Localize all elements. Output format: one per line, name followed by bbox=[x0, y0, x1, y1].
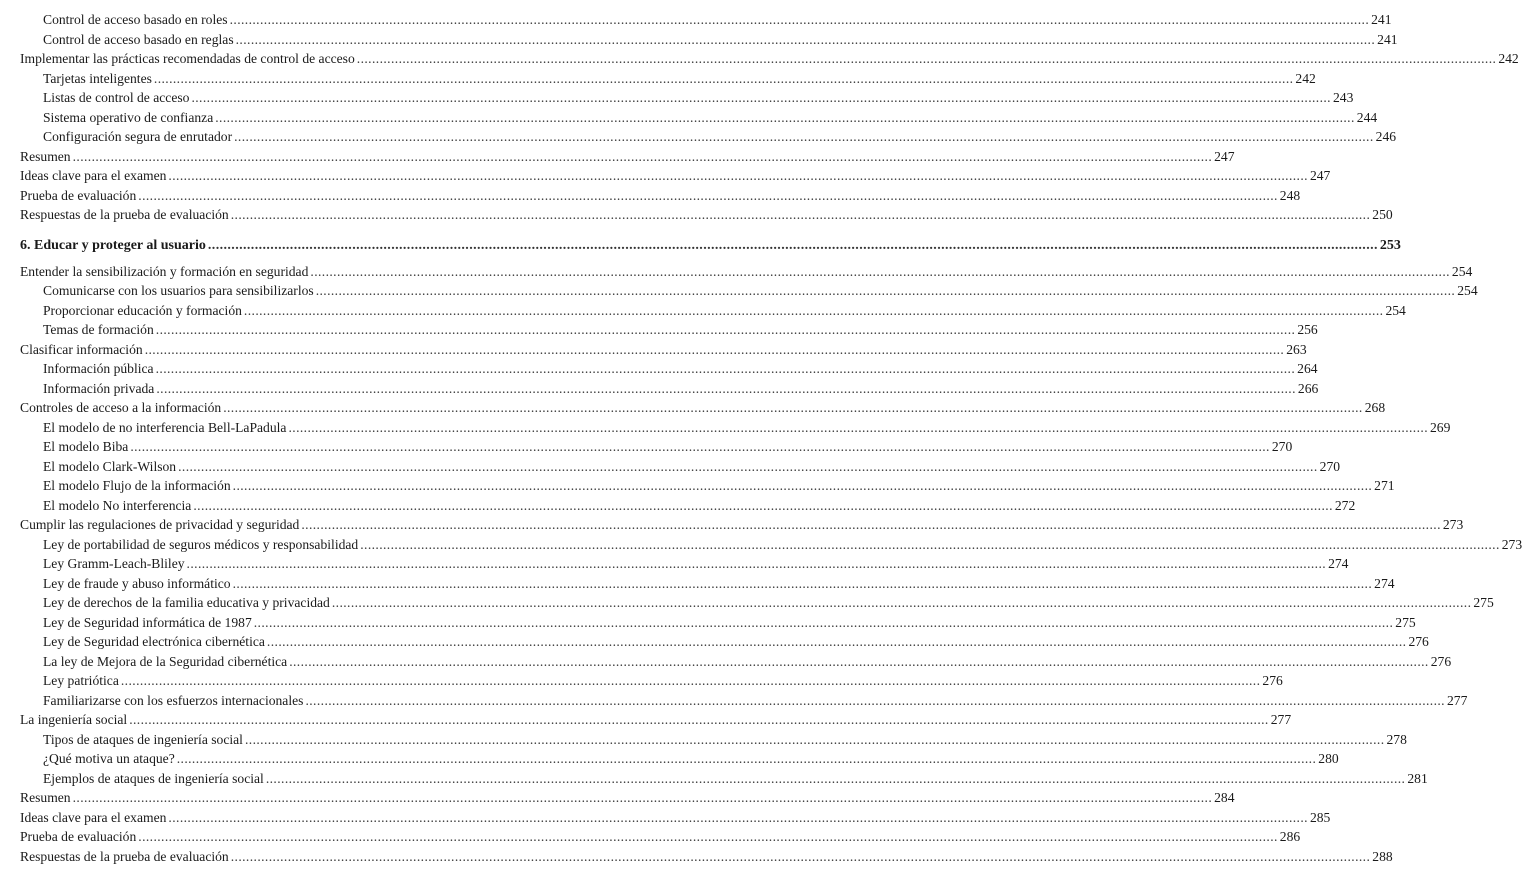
toc-entry-page: 246 bbox=[1375, 129, 1397, 144]
toc-entry-title: Ley Gramm-Leach-Bliley bbox=[43, 556, 185, 571]
dot-leader: ............................................................................................................................................................................................................................................................................................................ bbox=[289, 653, 1429, 669]
toc-entry-line bbox=[43, 476, 1395, 496]
toc-entry bbox=[0, 710, 1292, 730]
toc-entry bbox=[0, 808, 1331, 828]
toc-entry-title: Ideas clave para el examen bbox=[20, 809, 167, 825]
dot-leader: ............................................................................................................................................................................................................................................................................................................ bbox=[215, 109, 1355, 125]
toc-entry-title: La ley de Mejora de la Seguridad cibernética bbox=[43, 653, 288, 669]
dot-leader: ............................................................................................................................................................................................................................................................................................................ bbox=[266, 634, 1407, 649]
dot-leader: ............................................................................................................................................................................................................................................................................................................ bbox=[310, 263, 1450, 279]
toc-entry-line bbox=[20, 236, 1401, 256]
toc-entry bbox=[0, 418, 1451, 438]
toc-entry-page: 285 bbox=[1309, 809, 1331, 825]
toc-entry-title: Prueba de evaluación bbox=[20, 829, 137, 844]
dot-leader: ............................................................................................................................................................................................................................................................................................................ bbox=[253, 614, 1394, 630]
toc-entry-title: Ideas clave para el examen bbox=[20, 168, 167, 183]
toc-entry-page: 244 bbox=[1356, 109, 1378, 125]
dot-leader: ............................................................................................................................................................................................................................................................................................................ bbox=[305, 692, 1445, 708]
dot-leader: ............................................................................................................................................................................................................................................................................................................ bbox=[193, 497, 1333, 513]
dot-leader: ............................................................................................................................................................................................................................................................................................................ bbox=[120, 673, 1261, 688]
toc-entry bbox=[0, 749, 1339, 769]
dot-leader: ............................................................................................................................................................................................................................................................................................................ bbox=[72, 148, 1213, 164]
toc-entry-title: Proporcionar educación y formación bbox=[43, 302, 242, 318]
toc-entry-page: 269 bbox=[1430, 419, 1451, 435]
dot-leader: ............................................................................................................................................................................................................................................................................................................ bbox=[168, 168, 1308, 183]
toc-entry-page: 276 bbox=[1262, 673, 1283, 688]
toc-entry-line bbox=[43, 359, 1318, 379]
toc-entry-title: Comunicarse con los usuarios para sensibilizarlos bbox=[43, 283, 314, 298]
toc-entry-page: 268 bbox=[1364, 400, 1386, 415]
toc-entry-line bbox=[43, 281, 1478, 301]
dot-leader: ............................................................................................................................................................................................................................................................................................................ bbox=[235, 31, 1376, 47]
toc-entry bbox=[0, 320, 1318, 340]
toc-entry-page: 264 bbox=[1297, 361, 1318, 376]
toc-entry-line bbox=[20, 827, 1301, 847]
toc-entry-title: Control de acceso basado en reglas bbox=[43, 31, 234, 47]
toc-entry-line bbox=[43, 301, 1406, 321]
dot-leader: ............................................................................................................................................................................................................................................................................................................ bbox=[230, 207, 1371, 222]
toc-entry bbox=[0, 379, 1319, 399]
toc-entry-title: Temas de formación bbox=[43, 322, 154, 337]
toc-entry-page: 274 bbox=[1328, 556, 1349, 571]
toc-entry-page: 243 bbox=[1332, 90, 1354, 105]
dot-leader: ............................................................................................................................................................................................................................................................................................................ bbox=[176, 751, 1317, 766]
toc-entry-line bbox=[20, 515, 1464, 535]
toc-entry bbox=[0, 186, 1301, 206]
toc-entry-line bbox=[43, 593, 1494, 613]
toc-entry-title: Ley de derechos de la familia educativa y privacidad bbox=[43, 595, 330, 610]
toc-entry-page: 254 bbox=[1457, 283, 1478, 298]
toc-entry-title: Controles de acceso a la información bbox=[20, 400, 222, 415]
dot-leader: ............................................................................................................................................................................................................................................................................................................ bbox=[156, 380, 1296, 396]
toc-entry-page: 275 bbox=[1395, 614, 1416, 630]
toc-entry-title: Familiarizarse con los esfuerzos internacionales bbox=[43, 692, 304, 708]
toc-entry-page: 254 bbox=[1451, 263, 1473, 279]
toc-entry-title: El modelo Flujo de la información bbox=[43, 478, 231, 493]
toc-entry-line bbox=[43, 535, 1522, 555]
toc-entry-line bbox=[43, 554, 1349, 574]
toc-entry-line bbox=[20, 710, 1292, 730]
dot-leader: ............................................................................................................................................................................................................................................................................................................ bbox=[178, 458, 1318, 474]
dot-leader: ............................................................................................................................................................................................................................................................................................................ bbox=[315, 283, 1456, 298]
toc-entry-page: 280 bbox=[1318, 751, 1339, 766]
toc-entry bbox=[0, 613, 1416, 633]
toc-entry bbox=[0, 788, 1235, 808]
toc-entry-line bbox=[43, 671, 1283, 691]
toc-entry-title: Configuración segura de enrutador bbox=[43, 129, 233, 144]
toc-entry bbox=[0, 49, 1519, 69]
toc-entry-page: 275 bbox=[1473, 595, 1494, 610]
toc-entry-page: 276 bbox=[1408, 634, 1429, 649]
toc-entry-page: 284 bbox=[1214, 790, 1235, 805]
toc-entry bbox=[0, 457, 1341, 477]
toc-entry-title: El modelo No interferencia bbox=[43, 497, 192, 513]
toc-entry-line bbox=[20, 847, 1393, 867]
toc-entry-line bbox=[43, 379, 1319, 399]
toc-entry-title: Información pública bbox=[43, 361, 154, 376]
toc-entry-line bbox=[43, 632, 1429, 652]
toc-entry-title: Ley de fraude y abuso informático bbox=[43, 575, 231, 591]
toc-entry-title: Respuestas de la prueba de evaluación bbox=[20, 848, 229, 864]
toc-entry-page: 277 bbox=[1270, 712, 1292, 727]
toc-entry bbox=[0, 10, 1392, 30]
toc-entry-page: 254 bbox=[1385, 302, 1406, 318]
toc-entry bbox=[0, 301, 1406, 321]
toc-entry-page: 241 bbox=[1377, 31, 1398, 47]
toc-entry-page: 271 bbox=[1374, 478, 1395, 493]
toc-entry bbox=[0, 437, 1293, 457]
toc-entry bbox=[0, 476, 1395, 496]
toc-entry-title: Respuestas de la prueba de evaluación bbox=[20, 207, 229, 222]
toc-entry bbox=[0, 827, 1301, 847]
toc-entry-title: El modelo Biba bbox=[43, 439, 129, 454]
toc-entry-title: ¿Qué motiva un ataque? bbox=[43, 751, 175, 766]
toc-entry-page: 276 bbox=[1430, 653, 1452, 669]
toc-entry-line bbox=[43, 691, 1468, 711]
dot-leader: ............................................................................................................................................................................................................................................................................................................ bbox=[191, 90, 1331, 105]
toc-entry bbox=[0, 147, 1235, 167]
toc-entry-page: 270 bbox=[1319, 458, 1341, 474]
toc-entry-title: El modelo de no interferencia Bell-LaPadula bbox=[43, 419, 287, 435]
toc-entry-page: 241 bbox=[1371, 12, 1392, 27]
toc-entry-line bbox=[43, 127, 1397, 147]
toc-entry-page: 263 bbox=[1286, 341, 1307, 357]
toc-entry-line bbox=[20, 147, 1235, 167]
dot-leader: ............................................................................................................................................................................................................................................................................................................ bbox=[232, 478, 1373, 493]
toc-entry-line bbox=[20, 340, 1307, 360]
toc-entry-page: 242 bbox=[1295, 70, 1316, 86]
toc-entry bbox=[0, 671, 1283, 691]
dot-leader: ............................................................................................................................................................................................................................................................................................................ bbox=[229, 12, 1370, 27]
toc-entry bbox=[0, 496, 1356, 516]
toc-entry-page: 286 bbox=[1279, 829, 1301, 844]
toc-entry-line bbox=[43, 652, 1452, 672]
toc-entry bbox=[0, 262, 1473, 282]
dot-leader: ............................................................................................................................................................................................................................................................................................................ bbox=[234, 129, 1374, 144]
toc-entry-page: 278 bbox=[1386, 731, 1407, 747]
toc-entry bbox=[0, 632, 1429, 652]
toc-entry-page: 247 bbox=[1214, 148, 1235, 164]
toc-entry-page: 248 bbox=[1279, 187, 1301, 203]
toc-entry bbox=[0, 88, 1354, 108]
toc-entry-title: Implementar las prácticas recomendadas de control de acceso bbox=[20, 51, 355, 66]
chapter-heading-entry bbox=[0, 236, 1401, 256]
toc-entry-line bbox=[20, 262, 1473, 282]
toc-entry-title: Cumplir las regulaciones de privacidad y seguridad bbox=[20, 517, 300, 532]
dot-leader: ............................................................................................................................................................................................................................................................................................................ bbox=[129, 712, 1269, 727]
dot-leader: ............................................................................................................................................................................................................................................................................................................ bbox=[360, 536, 1500, 552]
toc-entry bbox=[0, 340, 1307, 360]
toc-entry-line bbox=[43, 769, 1428, 789]
dot-leader: ............................................................................................................................................................................................................................................................................................................ bbox=[265, 770, 1406, 786]
dot-leader: ............................................................................................................................................................................................................................................................................................................ bbox=[155, 361, 1296, 376]
toc-entry-title: Control de acceso basado en roles bbox=[43, 12, 228, 27]
toc-entry-page: 281 bbox=[1407, 770, 1428, 786]
toc-entry-line bbox=[43, 457, 1341, 477]
toc-entry-page: 274 bbox=[1374, 575, 1395, 591]
toc-entry-page: 266 bbox=[1297, 380, 1319, 396]
toc-entry-title: Sistema operativo de confianza bbox=[43, 109, 214, 125]
dot-leader: ............................................................................................................................................................................................................................................................................................................ bbox=[72, 790, 1213, 805]
toc-entry-line bbox=[43, 749, 1339, 769]
dot-leader: ............................................................................................................................................................................................................................................................................................................ bbox=[138, 187, 1278, 203]
toc-entry-title: Resumen bbox=[20, 790, 71, 805]
dot-leader: ............................................................................................................................................................................................................................................................................................................ bbox=[232, 575, 1373, 591]
toc-entry-page: 247 bbox=[1309, 168, 1331, 183]
dot-leader: ............................................................................................................................................................................................................................................................................................................ bbox=[243, 302, 1384, 318]
toc-entry-title: Tipos de ataques de ingeniería social bbox=[43, 731, 243, 747]
toc-entry-title: Resumen bbox=[20, 148, 71, 164]
toc-entry bbox=[0, 847, 1393, 867]
toc-entry bbox=[0, 127, 1397, 147]
toc-entry bbox=[0, 554, 1349, 574]
toc-entry bbox=[0, 593, 1494, 613]
dot-leader: ............................................................................................................................................................................................................................................................................................................ bbox=[223, 400, 1363, 415]
toc-entry-page: 273 bbox=[1501, 536, 1522, 552]
toc-entry bbox=[0, 108, 1378, 128]
toc-entry bbox=[0, 574, 1395, 594]
toc-entry-line bbox=[20, 398, 1386, 418]
toc-entry-line bbox=[43, 10, 1392, 30]
dot-leader: ............................................................................................................................................................................................................................................................................................................ bbox=[356, 51, 1497, 66]
dot-leader: ............................................................................................................................................................................................................................................................................................................ bbox=[155, 322, 1296, 337]
dot-leader: ............................................................................................................................................................................................................................................................................................................ bbox=[288, 419, 1428, 435]
toc-entry-line bbox=[43, 574, 1395, 594]
toc-entry-page: 250 bbox=[1372, 207, 1393, 222]
toc-entry bbox=[0, 535, 1522, 555]
toc-entry-title: Entender la sensibilización y formación en seguridad bbox=[20, 263, 309, 279]
toc-entry-line bbox=[43, 69, 1316, 89]
toc-entry-title: Tarjetas inteligentes bbox=[43, 70, 152, 86]
toc-entry-line bbox=[20, 788, 1235, 808]
toc-entry-title: Prueba de evaluación bbox=[20, 187, 137, 203]
toc-entry-title: Clasificar información bbox=[20, 341, 143, 357]
toc-entry bbox=[0, 281, 1478, 301]
toc-entry bbox=[0, 730, 1407, 750]
toc-entry-page: 256 bbox=[1297, 322, 1318, 337]
dot-leader: ............................................................................................................................................................................................................................................................................................................ bbox=[230, 848, 1371, 864]
toc-entry bbox=[0, 30, 1398, 50]
toc-entry-title: El modelo Clark-Wilson bbox=[43, 458, 177, 474]
toc-entry-title: Listas de control de acceso bbox=[43, 90, 190, 105]
toc-entry bbox=[0, 166, 1331, 186]
toc-entry bbox=[0, 69, 1316, 89]
toc-entry-title: La ingeniería social bbox=[20, 712, 128, 727]
dot-leader: ............................................................................................................................................................................................................................................................................................................ bbox=[331, 595, 1472, 610]
dot-leader: ............................................................................................................................................................................................................................................................................................................ bbox=[244, 731, 1385, 747]
toc-entry bbox=[0, 769, 1428, 789]
toc-entry-title: Información privada bbox=[43, 380, 155, 396]
dot-leader: ............................................................................................................................................................................................................................................................................................................ bbox=[153, 70, 1294, 86]
toc-entry-page: 273 bbox=[1442, 517, 1464, 532]
toc-entry bbox=[0, 691, 1468, 711]
toc-entry-title: Ejemplos de ataques de ingeniería social bbox=[43, 770, 264, 786]
toc-entry-line bbox=[20, 166, 1331, 186]
toc-entry-line bbox=[43, 30, 1398, 50]
toc-entry-title: Ley patriótica bbox=[43, 673, 119, 688]
toc-entry-page: 277 bbox=[1446, 692, 1468, 708]
toc-entry-line bbox=[43, 88, 1354, 108]
dot-leader: ............................................................................................................................................................................................................................................................................................................ bbox=[138, 829, 1278, 844]
dot-leader: ............................................................................................................................................................................................................................................................................................................ bbox=[168, 809, 1308, 825]
toc-entry-line bbox=[43, 320, 1318, 340]
toc-entry-title: Ley de portabilidad de seguros médicos y responsabilidad bbox=[43, 536, 359, 552]
toc-entry bbox=[0, 359, 1318, 379]
toc-entry-page: 272 bbox=[1334, 497, 1356, 513]
toc-entry-line bbox=[43, 437, 1293, 457]
toc-entry-page: 242 bbox=[1498, 51, 1519, 66]
dot-leader: ............................................................................................................................................................................................................................................................................................................ bbox=[207, 237, 1378, 253]
toc-entry bbox=[0, 398, 1386, 418]
dot-leader: ............................................................................................................................................................................................................................................................................................................ bbox=[301, 517, 1441, 532]
dot-leader: ............................................................................................................................................................................................................................................................................................................ bbox=[130, 439, 1270, 454]
dot-leader: ............................................................................................................................................................................................................................................................................................................ bbox=[186, 556, 1327, 571]
toc-entry-line bbox=[20, 205, 1393, 225]
toc-entry bbox=[0, 205, 1393, 225]
toc-entry-line bbox=[20, 186, 1301, 206]
toc-entry-page: 288 bbox=[1372, 848, 1393, 864]
toc-entry-line bbox=[20, 49, 1519, 69]
toc-entry-line bbox=[43, 613, 1416, 633]
toc-entry bbox=[0, 515, 1464, 535]
toc-entry-line bbox=[43, 496, 1356, 516]
toc-entry-line bbox=[43, 108, 1378, 128]
toc-entry-title: 6. Educar y proteger al usuario bbox=[20, 237, 206, 253]
dot-leader: ............................................................................................................................................................................................................................................................................................................ bbox=[144, 341, 1285, 357]
toc-entry-page: 270 bbox=[1271, 439, 1293, 454]
toc-entry-title: Ley de Seguridad electrónica cibernética bbox=[43, 634, 265, 649]
toc-entry-title: Ley de Seguridad informática de 1987 bbox=[43, 614, 252, 630]
toc-entry-page: 253 bbox=[1379, 237, 1401, 253]
toc-entry-line bbox=[43, 418, 1451, 438]
toc-entry bbox=[0, 652, 1452, 672]
toc-entry-line bbox=[43, 730, 1407, 750]
toc-entry-line bbox=[20, 808, 1331, 828]
